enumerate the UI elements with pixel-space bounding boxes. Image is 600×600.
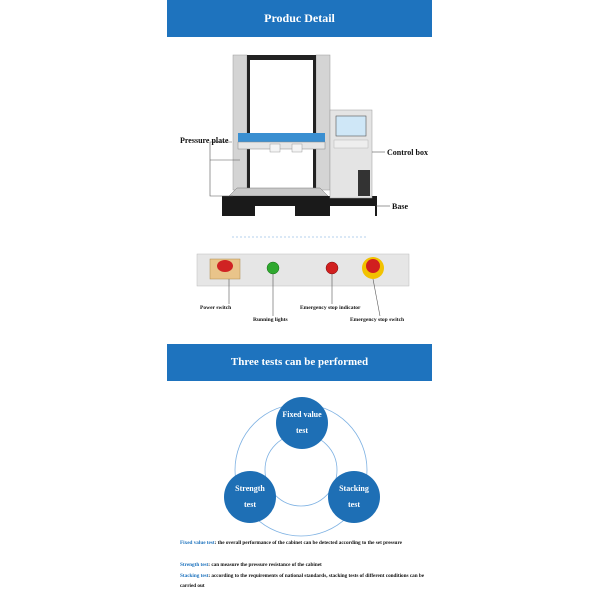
- emergency-indicator-label: Emergency stop indicator: [300, 305, 361, 311]
- control-box-label: Control box: [387, 148, 428, 157]
- emergency-switch-label: Emergency stop switch: [350, 317, 405, 323]
- tests-banner-title: Three tests can be performed: [230, 356, 369, 368]
- fixed-value-test-label: Fixed value test: [282, 410, 322, 435]
- fixed-value-description: [180, 538, 425, 548]
- description-text: : the overall performance of the cabinet can be detected according to the set pressure: [214, 540, 402, 546]
- base-label: Base: [392, 202, 408, 211]
- strength-description: [180, 560, 425, 570]
- description-term: Strength test: [180, 562, 209, 568]
- description-term: Stacking test: [180, 573, 209, 579]
- description-text: : can measure the pressure resistance of the cabinet: [208, 562, 322, 568]
- description-term: Fixed value test: [180, 540, 215, 546]
- stacking-test-label: Stacking test: [339, 484, 369, 509]
- power-switch-label: Power switch: [200, 305, 232, 311]
- running-lights-label: Running lights: [253, 317, 288, 323]
- stacking-description: [180, 571, 425, 591]
- banner-title: Produc Detail: [264, 11, 335, 25]
- strength-test-label: Strength test: [235, 484, 265, 509]
- description-text: : according to the requirements of national standards, stacking tests of different conditions can be carried out: [180, 573, 425, 589]
- pressure-plate-label: Pressure plate: [180, 136, 229, 145]
